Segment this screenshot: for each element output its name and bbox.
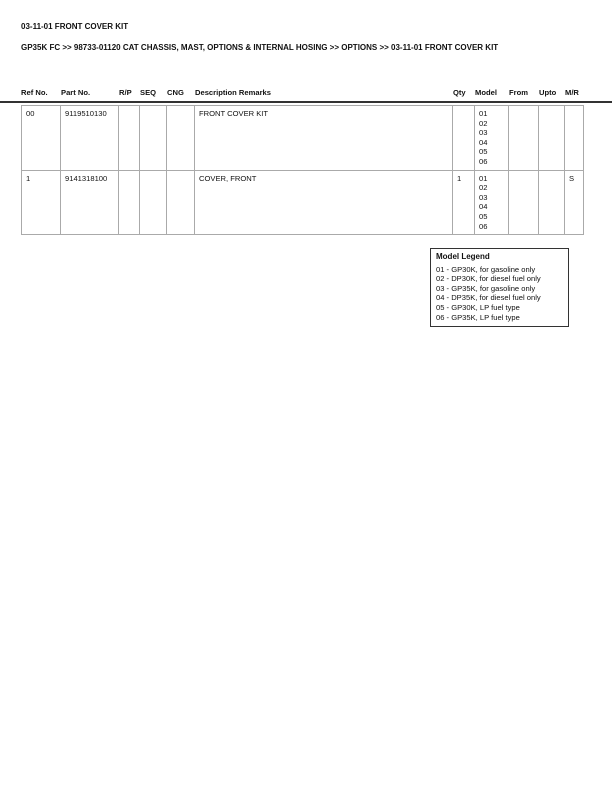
legend-item: 05 - GP30K, LP fuel type <box>436 302 520 312</box>
header-seq: SEQ <box>140 88 157 97</box>
cell-rp <box>119 170 140 235</box>
legend-item: 06 - GP35K, LP fuel type <box>436 312 520 322</box>
table-row <box>22 170 584 235</box>
model-code: 06 <box>479 221 488 231</box>
cell-qty <box>453 106 475 171</box>
model-code: 02 <box>479 118 488 128</box>
model-code: 06 <box>479 156 488 166</box>
page-title: 03-11-01 FRONT COVER KIT <box>21 22 129 31</box>
model-code: 03 <box>479 192 488 202</box>
header-cng: CNG <box>167 88 184 97</box>
header-ref: Ref No. <box>21 88 48 97</box>
model-code: 05 <box>479 211 488 221</box>
header-divider <box>0 101 612 103</box>
legend-item: 04 - DP35K, for diesel fuel only <box>436 293 541 303</box>
cell-rp <box>119 106 140 171</box>
cell-models <box>475 170 509 235</box>
model-legend <box>430 248 569 327</box>
model-code: 01 <box>479 173 488 183</box>
parts-table <box>21 105 584 235</box>
model-code: 04 <box>479 137 488 147</box>
cell-part: 9119510130 <box>61 106 119 171</box>
cell-upto <box>539 170 565 235</box>
legend-item: 01 - GP30K, for gasoline only <box>436 264 536 274</box>
cell-ref: 00 <box>22 106 61 171</box>
cell-desc: COVER, FRONT <box>195 170 453 235</box>
header-part: Part No. <box>61 88 91 97</box>
model-code: 03 <box>479 128 488 138</box>
header-mr: M/R <box>565 88 579 97</box>
header-model: Model <box>475 88 497 97</box>
cell-seq <box>140 106 167 171</box>
legend-title: Model Legend <box>436 252 490 261</box>
breadcrumb: GP35K FC >> 98733-01120 CAT CHASSIS, MAST, OPTIONS & INTERNAL HOSING >> OPTIONS >> 03-11-01 FRONT COVER KIT <box>21 43 499 52</box>
cell-seq <box>140 170 167 235</box>
cell-models <box>475 106 509 171</box>
legend-item: 02 - DP30K, for diesel fuel only <box>436 274 541 284</box>
model-code: 01 <box>479 109 488 118</box>
cell-mr <box>565 106 584 171</box>
cell-desc: FRONT COVER KIT <box>195 106 453 171</box>
cell-part: 9141318100 <box>61 170 119 235</box>
header-upto: Upto <box>539 88 557 97</box>
cell-upto <box>539 106 565 171</box>
cell-qty: 1 <box>453 170 475 235</box>
cell-mr: S <box>565 170 584 235</box>
table-row <box>22 106 584 171</box>
cell-cng <box>167 106 195 171</box>
header-qty: Qty <box>453 88 466 97</box>
cell-ref: 1 <box>22 170 61 235</box>
header-rp: R/P <box>119 88 132 97</box>
legend-item: 03 - GP35K, for gasoline only <box>436 283 536 293</box>
cell-from <box>509 106 539 171</box>
cell-cng <box>167 170 195 235</box>
header-desc: Description Remarks <box>195 88 271 97</box>
model-code: 02 <box>479 183 488 193</box>
header-from: From <box>509 88 528 97</box>
model-code: 04 <box>479 202 488 212</box>
cell-from <box>509 170 539 235</box>
model-code: 05 <box>479 147 488 157</box>
